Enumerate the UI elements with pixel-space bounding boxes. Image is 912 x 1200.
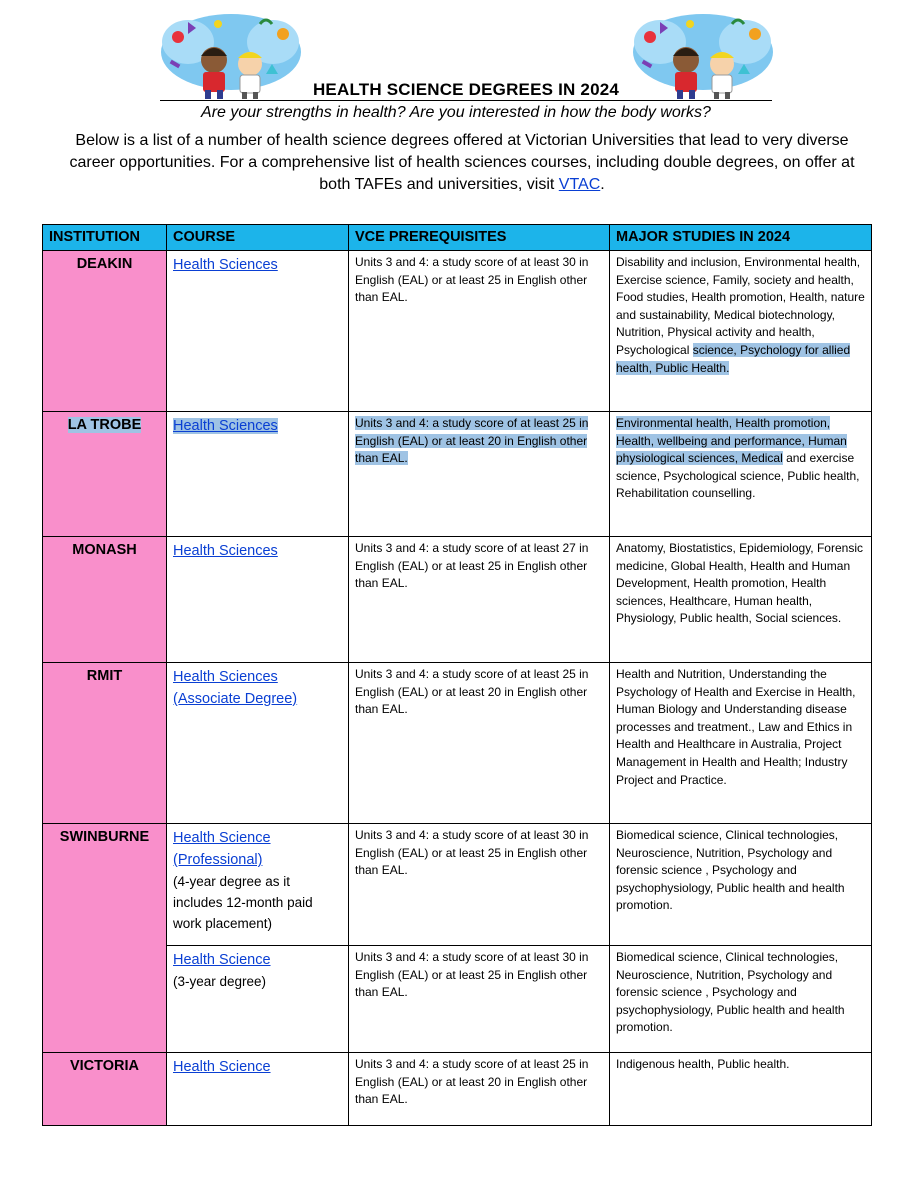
major-cell bbox=[610, 251, 872, 412]
intro-end: . bbox=[600, 176, 605, 193]
intro-paragraph bbox=[52, 130, 872, 196]
major-text: Disability and inclusion, Environmental health, Exercise science, Family, society and health, Food studies, Health promotion, Health, nature and sustainability, Medical biotechnology, Nutrition, Physical activity and health, Psychological bbox=[616, 255, 865, 357]
header-institution: INSTITUTION bbox=[43, 225, 167, 251]
table-row bbox=[43, 1053, 872, 1126]
course-cell bbox=[167, 1053, 349, 1126]
major-text-selected: science, Psychology for allied health, Public Health. bbox=[616, 342, 851, 375]
prereq-cell: Units 3 and 4: a study score of at least 30 in English (EAL) or at least 25 in English other than EAL. bbox=[349, 946, 610, 1053]
major-cell: Health and Nutrition, Understanding the Psychology of Health and Exercise in Health, Human Biology and Understanding disease processes and treatment., Law and Ethics in Health and Healthcare in Australia, Project Management in Health and Health; Industry Project and Practice. bbox=[610, 663, 872, 824]
prereq-cell: Units 3 and 4: a study score of at least 25 in English (EAL) or at least 20 in English other than EAL. bbox=[349, 1053, 610, 1126]
vtac-link[interactable]: VTAC bbox=[558, 176, 601, 193]
institution-cell: MONASH bbox=[43, 537, 167, 663]
degrees-table bbox=[42, 224, 872, 1126]
prereq-cell: Units 3 and 4: a study score of at least 27 in English (EAL) or at least 25 in English other than EAL. bbox=[349, 537, 610, 663]
major-text-selected: Environmental health, Health promotion, Health, wellbeing and performance, Human physiological sciences, Medical bbox=[616, 416, 847, 466]
prereq-cell bbox=[349, 412, 610, 537]
course-cell bbox=[167, 946, 349, 1053]
major-text: and exercise science, Psychological science, Public health, Rehabilitation counselling. bbox=[616, 451, 860, 501]
table-header-row bbox=[43, 225, 872, 251]
major-cell: Anatomy, Biostatistics, Epidemiology, Forensic medicine, Global Health, Health and Human Development, Health promotion, Health sciences, Healthcare, Human health, Physiology, Public health, Social sciences. bbox=[610, 537, 872, 663]
institution-cell: VICTORIA bbox=[43, 1053, 167, 1126]
table-row bbox=[43, 663, 872, 824]
major-cell: Biomedical science, Clinical technologies, Neuroscience, Nutrition, Psychology and forensic science , Psychology and psychophysiology, Public health and health promotion. bbox=[610, 824, 872, 946]
title-underline bbox=[160, 100, 772, 101]
table-row bbox=[43, 824, 872, 946]
course-link[interactable]: Health Sciences (Associate Degree) bbox=[173, 669, 298, 707]
page-title: HEALTH SCIENCE DEGREES IN 2024 bbox=[312, 80, 620, 99]
course-link[interactable]: Health Science bbox=[173, 1059, 271, 1075]
course-cell bbox=[167, 251, 349, 412]
course-cell bbox=[167, 663, 349, 824]
prereq-cell: Units 3 and 4: a study score of at least 30 in English (EAL) or at least 25 in English other than EAL. bbox=[349, 251, 610, 412]
table-row bbox=[43, 946, 872, 1053]
course-link[interactable]: Health Science bbox=[173, 952, 271, 968]
header-prerequisites: VCE PREREQUISITES bbox=[349, 225, 610, 251]
header-course: COURSE bbox=[167, 225, 349, 251]
prereq-cell: Units 3 and 4: a study score of at least 30 in English (EAL) or at least 25 in English other than EAL. bbox=[349, 824, 610, 946]
table-row bbox=[43, 537, 872, 663]
institution-cell: RMIT bbox=[43, 663, 167, 824]
course-cell bbox=[167, 412, 349, 537]
course-cell bbox=[167, 537, 349, 663]
institution-cell bbox=[43, 412, 167, 537]
prereq-text: Units 3 and 4: a study score of at least 25 in English (EAL) or at least 20 in English other than EAL. bbox=[355, 416, 589, 466]
course-cell bbox=[167, 824, 349, 946]
header-major-studies: MAJOR STUDIES IN 2024 bbox=[610, 225, 872, 251]
course-link[interactable]: Health Science (Professional) bbox=[173, 830, 271, 868]
prereq-cell: Units 3 and 4: a study score of at least 25 in English (EAL) or at least 20 in English other than EAL. bbox=[349, 663, 610, 824]
course-note: (4-year degree as it includes 12-month paid work placement) bbox=[173, 874, 313, 931]
table-row bbox=[43, 412, 872, 537]
course-link[interactable]: Health Sciences bbox=[173, 418, 278, 434]
major-cell bbox=[610, 412, 872, 537]
major-cell: Indigenous health, Public health. bbox=[610, 1053, 872, 1126]
page-subtitle: Are your strengths in health? Are you interested in how the body works? bbox=[201, 104, 711, 121]
intro-text: Below is a list of a number of health science degrees offered at Victorian Universities that lead to very diverse career opportunities. For a comprehensive list of health sciences courses, including double degrees, on offer at both TAFEs and universities, visit bbox=[69, 132, 855, 193]
table-row bbox=[43, 251, 872, 412]
major-cell: Biomedical science, Clinical technologies, Neuroscience, Nutrition, Psychology and forensic science , Psychology and psychophysiology, Public health and health promotion. bbox=[610, 946, 872, 1053]
institution-cell: SWINBURNE bbox=[43, 824, 167, 1053]
course-note: (3-year degree) bbox=[173, 974, 267, 989]
institution-cell: DEAKIN bbox=[43, 251, 167, 412]
course-link[interactable]: Health Sciences bbox=[173, 257, 278, 273]
course-link[interactable]: Health Sciences bbox=[173, 543, 278, 559]
institution-text: LA TROBE bbox=[67, 417, 142, 433]
